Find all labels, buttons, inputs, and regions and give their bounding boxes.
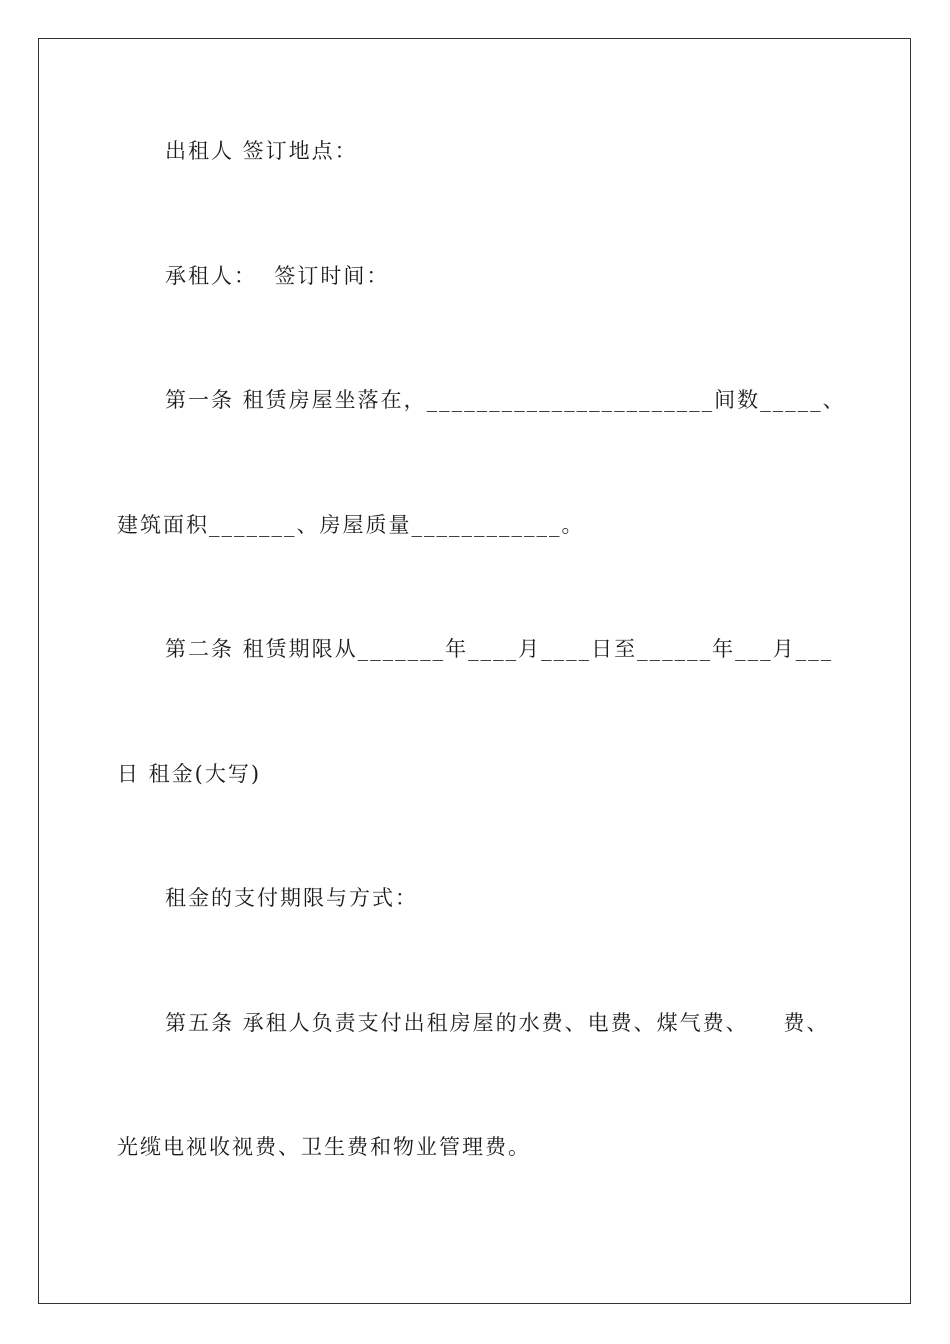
article-2-rent-line: 日 租金(大写) (117, 762, 262, 786)
article-2-term-line: 第二条 租赁期限从_______年____月____日至______年___月___ (165, 637, 834, 661)
article-1-area-quality-line: 建筑面积_______、房屋质量____________。 (117, 513, 585, 537)
lessor-signing-place-line: 出租人 签订地点： (165, 139, 358, 163)
article-5-fees-continued-line: 光缆电视收视费、卫生费和物业管理费。 (117, 1135, 531, 1159)
lessee-signing-time-line: 承租人： 签订时间： (165, 264, 390, 288)
article-1-location-line: 第一条 租赁房屋坐落在，_______________________间数_____、 (165, 388, 846, 412)
article-5-fees-line: 第五条 承租人负责支付出租房屋的水费、电费、煤气费、 费、 (165, 1011, 830, 1035)
page-frame (38, 38, 911, 1304)
payment-terms-line: 租金的支付期限与方式： (165, 886, 418, 910)
